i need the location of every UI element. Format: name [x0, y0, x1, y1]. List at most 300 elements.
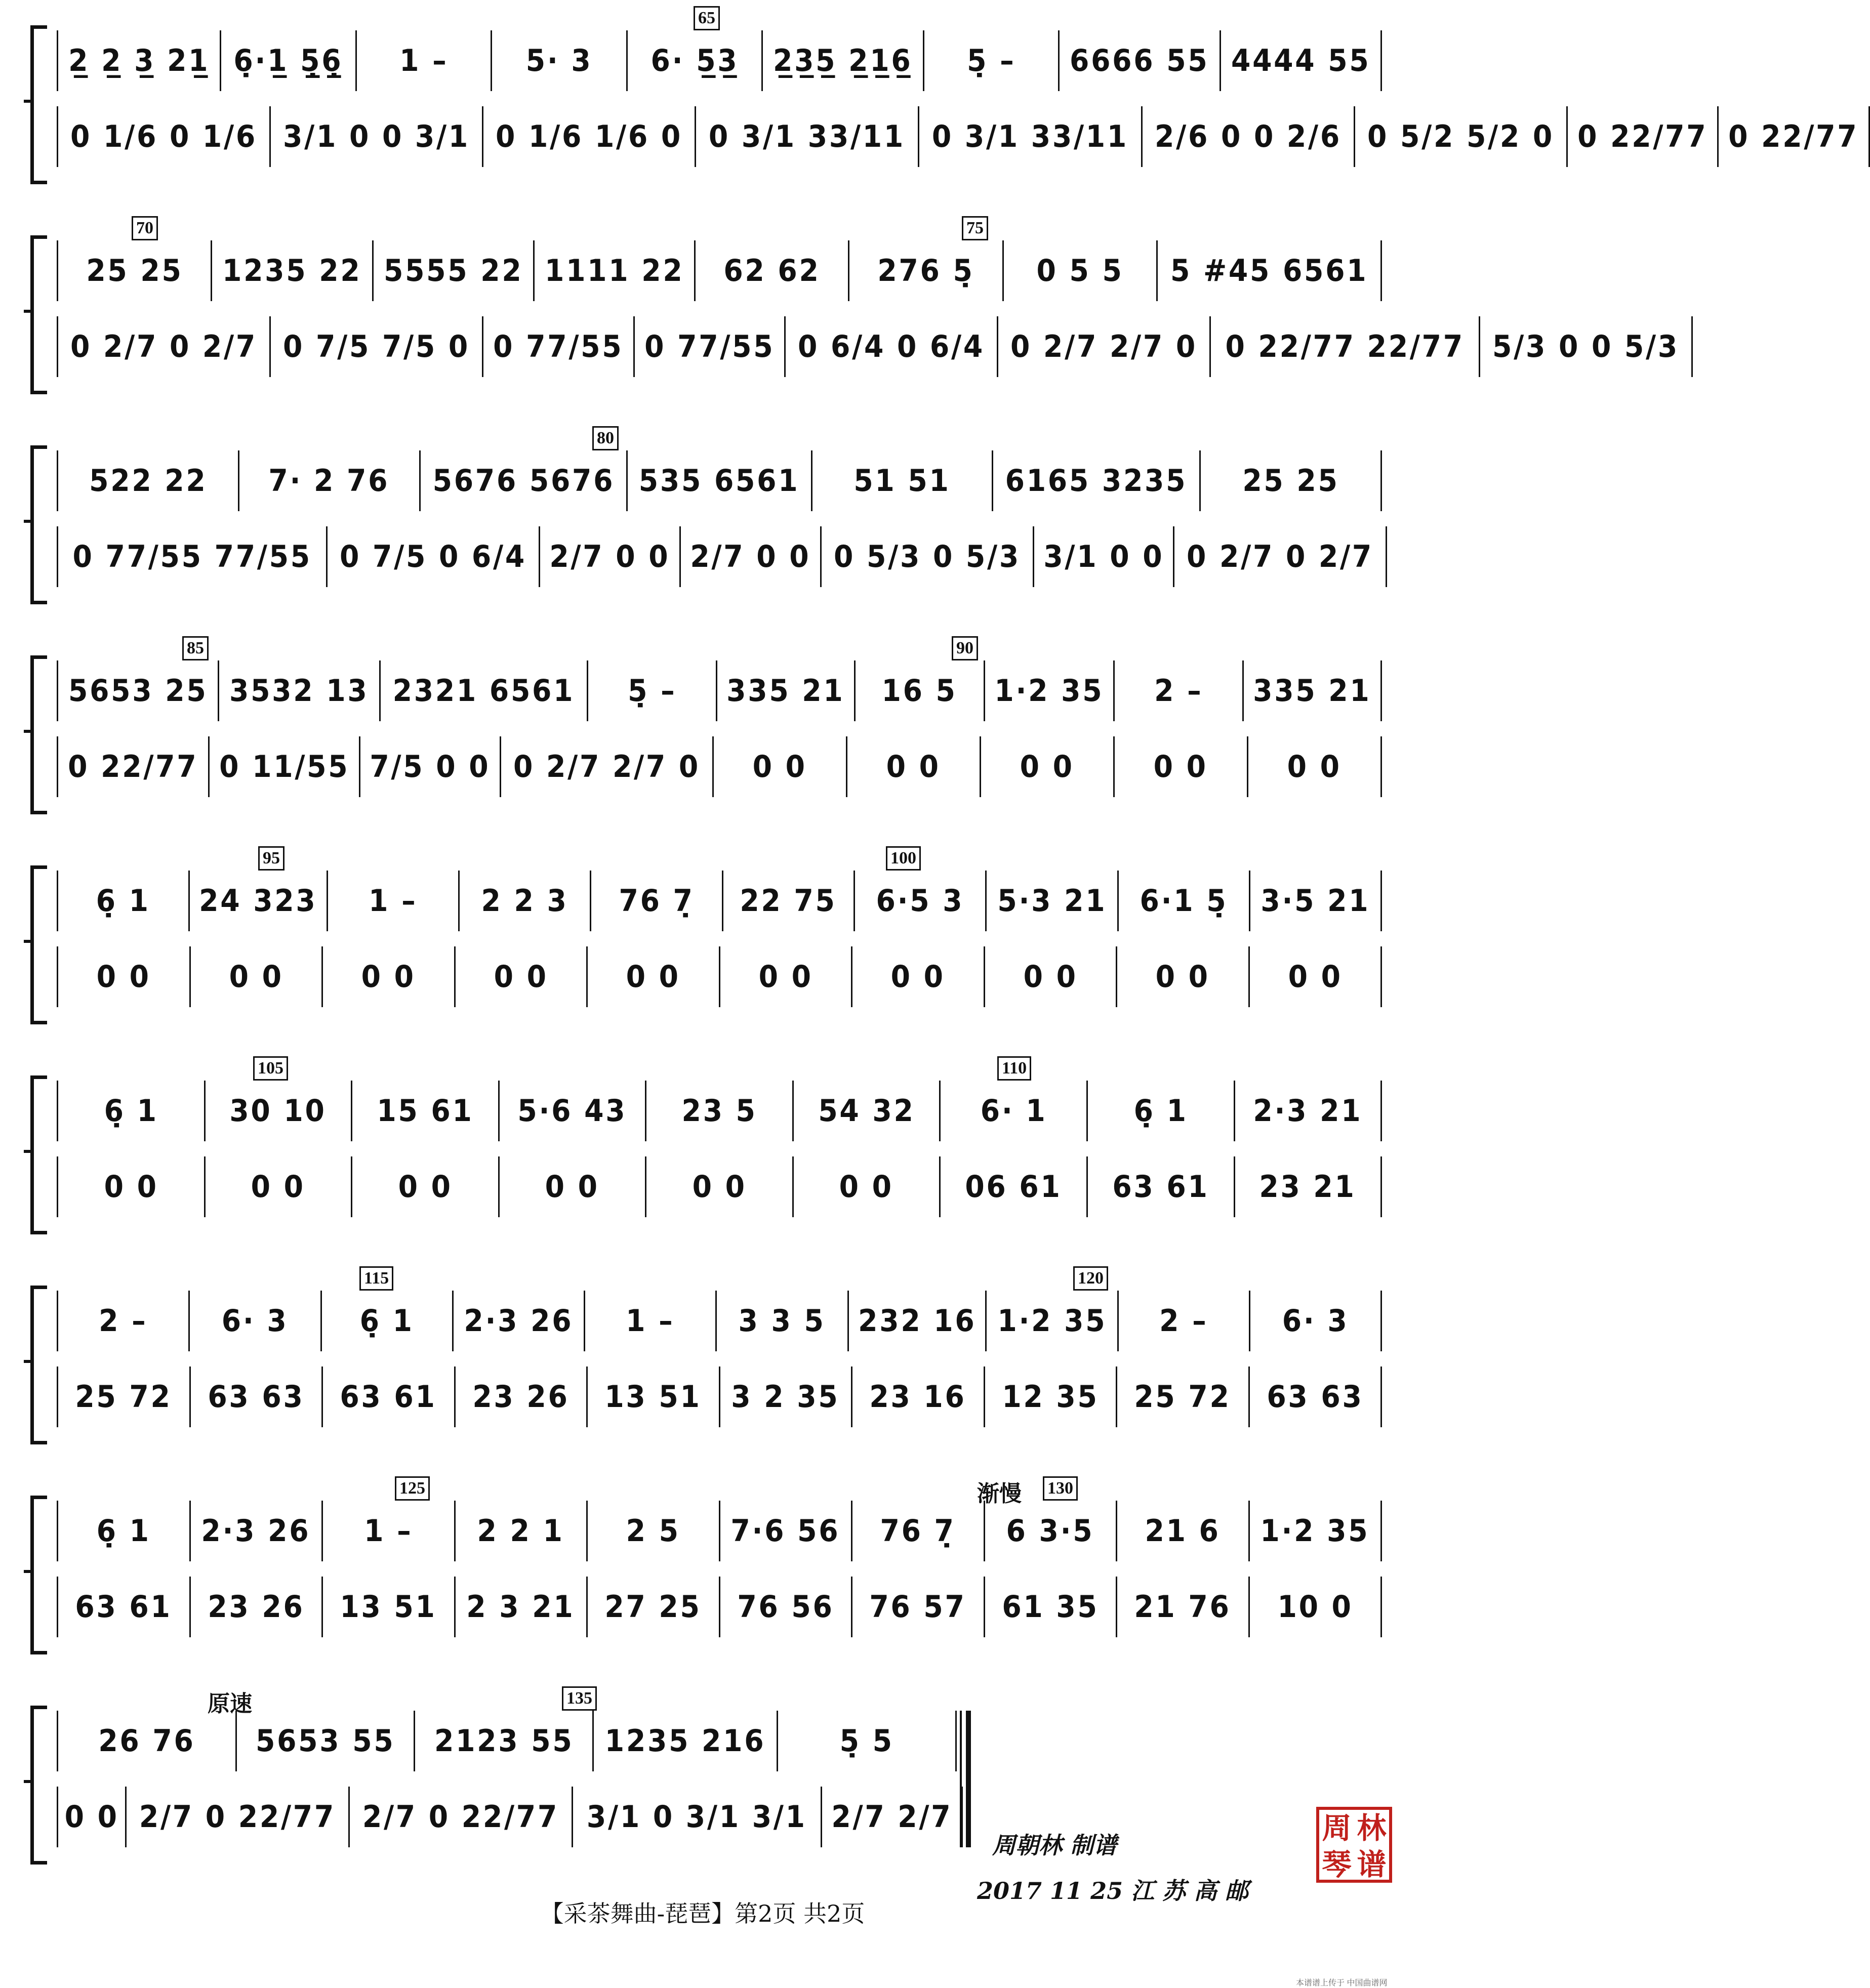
notation: 0 1/6 1/6 0 — [496, 119, 682, 154]
measure — [328, 526, 540, 587]
notation: 0 77/55 77/55 — [72, 539, 312, 574]
notation: 0 0 — [545, 1169, 600, 1205]
measure — [1355, 106, 1568, 167]
notation: 7· 2 76 — [268, 463, 390, 499]
measure-number: 90 — [952, 636, 978, 660]
staff-brace — [30, 1706, 47, 1865]
measure — [985, 1577, 1118, 1637]
measure — [924, 30, 1060, 91]
upper-staff — [57, 1711, 957, 1771]
notation: 27 25 — [604, 1589, 702, 1625]
notation: 2/7 0 0 — [690, 539, 811, 574]
measure — [483, 316, 635, 377]
measure — [635, 316, 786, 377]
notation: 3/1 0 0 — [1043, 539, 1164, 574]
notation: 3·5 21 — [1261, 883, 1370, 919]
measure — [1250, 1366, 1383, 1427]
notation: 3/1 0 0 3/1 — [283, 119, 470, 154]
measure — [1221, 30, 1382, 91]
measure — [500, 1081, 647, 1141]
measure — [57, 1501, 191, 1561]
measure — [212, 240, 373, 301]
lower-staff — [57, 526, 1382, 587]
measure — [381, 660, 588, 721]
notation: 0 0 — [1155, 959, 1210, 995]
measure — [57, 316, 271, 377]
measure — [993, 450, 1201, 511]
notation: 0 0 — [886, 749, 941, 784]
notation: 6· 1 — [980, 1093, 1047, 1129]
measure — [271, 316, 483, 377]
upper-staff — [57, 1291, 1382, 1351]
measure-number: 85 — [182, 636, 209, 660]
red-seal-stamp — [1316, 1807, 1392, 1883]
measure-number: 130 — [1043, 1476, 1078, 1501]
notation: 25 72 — [1134, 1379, 1231, 1415]
measure — [57, 1156, 206, 1217]
notation: 6·5 3 — [876, 883, 964, 919]
notation: 3 3 5 — [738, 1303, 826, 1339]
notation: 0 7/5 7/5 0 — [283, 329, 470, 364]
notation: 06 61 — [965, 1169, 1062, 1205]
measure — [1480, 316, 1693, 377]
notation: 24 323 — [199, 883, 317, 919]
notation: 1 – — [364, 1513, 413, 1549]
measure — [786, 316, 998, 377]
measure — [1250, 946, 1383, 1007]
measure — [794, 1156, 941, 1217]
notation: 23 16 — [869, 1379, 966, 1415]
notation: 2·3 26 — [464, 1303, 574, 1339]
measure — [323, 1501, 456, 1561]
upper-staff — [57, 660, 1382, 721]
measure — [720, 946, 853, 1007]
notation: 0 5/2 5/2 0 — [1367, 119, 1554, 154]
notation: 0 22/77 — [1577, 119, 1708, 154]
measure — [1143, 106, 1355, 167]
measure — [919, 106, 1143, 167]
page-footer-title: 【采茶舞曲-琵琶】第2页 共2页 — [540, 1900, 865, 1927]
notation: 25 25 — [1242, 463, 1339, 499]
measure — [985, 660, 1115, 721]
system-3 — [30, 429, 1382, 607]
measure — [237, 1711, 416, 1771]
notation: 0 77/55 — [493, 329, 624, 364]
notation: 0 22/77 22/77 — [1225, 329, 1465, 364]
measure — [540, 526, 681, 587]
lower-staff — [57, 1577, 1382, 1637]
notation: 51 51 — [853, 463, 951, 499]
measure — [1250, 1577, 1383, 1637]
upper-staff — [57, 240, 1382, 301]
upper-staff — [57, 30, 1382, 91]
notation: 7/5 0 0 — [370, 749, 491, 784]
notation: 6̣ 1 — [96, 883, 151, 919]
measure — [57, 736, 210, 797]
measure — [778, 1711, 957, 1771]
measure — [456, 1577, 588, 1637]
notation: 1·2 35 — [997, 1303, 1107, 1339]
measure — [1088, 1156, 1235, 1217]
lower-staff — [57, 1787, 957, 1847]
notation: 21 76 — [1134, 1589, 1231, 1625]
notation: 335 21 — [726, 673, 845, 709]
notation: 522 22 — [89, 463, 208, 499]
measure-number: 65 — [694, 6, 720, 30]
system-9 — [30, 1689, 977, 1868]
measure — [1250, 871, 1382, 931]
notation: 1·2 35 — [994, 673, 1104, 709]
notation: 5555 22 — [383, 253, 523, 288]
notation: 5 #45 6561 — [1170, 253, 1368, 288]
notation: 0 0 — [361, 959, 416, 995]
measure — [1568, 106, 1719, 167]
system-4 — [30, 639, 1382, 817]
measure — [191, 946, 323, 1007]
notation: 15 61 — [377, 1093, 474, 1129]
measure — [454, 1291, 585, 1351]
notation: 25 25 — [86, 253, 183, 288]
staff-brace — [30, 235, 47, 394]
notation: 2/7 0 0 — [549, 539, 670, 574]
measure — [594, 1711, 778, 1771]
notation: 2/7 0 22/77 — [139, 1799, 336, 1835]
lower-staff — [57, 736, 1382, 797]
notation: 2 5 — [626, 1513, 680, 1549]
notation: 2 2 3 — [481, 883, 568, 919]
notation: 6̣ 1 — [96, 1513, 151, 1549]
measure — [852, 1501, 985, 1561]
notation: 6· 3 — [222, 1303, 289, 1339]
notation: 1 – — [626, 1303, 675, 1339]
notation: 23 26 — [472, 1379, 570, 1415]
notation: 0 0 — [494, 959, 548, 995]
seal-char: 林 — [1357, 1811, 1387, 1845]
measure — [500, 1156, 647, 1217]
measure — [717, 1291, 848, 1351]
notation: 6̣ 1 — [104, 1093, 158, 1129]
notation: 0 77/55 — [644, 329, 775, 364]
measure — [588, 1577, 720, 1637]
notation: 63 61 — [75, 1589, 172, 1625]
measure — [352, 1156, 500, 1217]
system-1 — [30, 9, 1859, 187]
measure — [323, 1577, 456, 1637]
measure — [1117, 1577, 1250, 1637]
measure-number: 75 — [962, 216, 988, 240]
measure — [763, 30, 924, 91]
lower-staff — [57, 106, 1859, 167]
notation: 2·3 21 — [1253, 1093, 1363, 1129]
notation: 0 0 — [1288, 959, 1343, 995]
notation: 0 0 — [752, 749, 807, 784]
notation: 0 5 5 — [1036, 253, 1124, 288]
notation: 63 63 — [208, 1379, 305, 1415]
notation: 76 7̣ — [880, 1513, 956, 1549]
notation: 63 61 — [1112, 1169, 1209, 1205]
notation: 76 7̣ — [619, 883, 695, 919]
measure — [57, 1081, 206, 1141]
notation: 76 57 — [869, 1589, 966, 1625]
measure — [190, 1291, 321, 1351]
measure — [1088, 1081, 1235, 1141]
system-8 — [30, 1479, 1382, 1658]
measure — [421, 450, 628, 511]
notation: 335 21 — [1253, 673, 1371, 709]
measure — [501, 736, 714, 797]
notation: 0 0 — [96, 959, 151, 995]
notation: 0 3/1 33/11 — [931, 119, 1128, 154]
measure — [849, 1291, 987, 1351]
measure-number: 100 — [886, 846, 921, 871]
measure — [57, 240, 212, 301]
notation: 0 22/77 — [68, 749, 198, 784]
measure — [483, 106, 696, 167]
measure — [57, 1711, 237, 1771]
notation: 2/7 2/7 — [831, 1799, 953, 1835]
measure — [588, 1366, 720, 1427]
measure — [1248, 736, 1382, 797]
system-7 — [30, 1269, 1382, 1447]
notation: 0 0 — [1287, 749, 1342, 784]
seal-char: 谱 — [1357, 1847, 1387, 1882]
measure — [855, 871, 987, 931]
measure — [57, 1787, 127, 1847]
notation: 2·3 26 — [201, 1513, 311, 1549]
notation: 16 5 — [881, 673, 958, 709]
measure — [57, 30, 221, 91]
measure — [206, 1156, 353, 1217]
notation: 0 5/3 0 5/3 — [833, 539, 1021, 574]
measure — [852, 1366, 985, 1427]
measure — [1211, 316, 1480, 377]
notation: 5· 3 — [525, 43, 593, 78]
measure — [456, 946, 588, 1007]
notation: 1235 22 — [222, 253, 362, 288]
measure — [1244, 660, 1382, 721]
notation: 23 5 — [681, 1093, 757, 1129]
upper-staff — [57, 1501, 1382, 1561]
measure — [696, 240, 849, 301]
notation: 0 0 — [104, 1169, 158, 1205]
measure — [323, 946, 456, 1007]
measure — [1119, 871, 1250, 931]
measure — [535, 240, 696, 301]
measure — [1174, 526, 1387, 587]
notation: 13 51 — [604, 1379, 702, 1415]
notation: 0 3/1 33/11 — [708, 119, 905, 154]
notation: 0 0 — [626, 959, 680, 995]
measure — [794, 1081, 941, 1141]
measure — [1235, 1081, 1383, 1141]
measure — [323, 1366, 456, 1427]
notation: 5653 55 — [255, 1723, 395, 1759]
measure — [720, 1577, 853, 1637]
notation: 0 11/55 — [219, 749, 349, 784]
measure — [941, 1156, 1088, 1217]
measure — [1115, 660, 1244, 721]
notation: 276 5̣ — [877, 253, 974, 288]
measure — [191, 1577, 323, 1637]
measure — [812, 450, 994, 511]
measure — [322, 1291, 454, 1351]
upper-staff — [57, 1081, 1382, 1141]
measure — [1060, 30, 1221, 91]
notation: 0 2/7 0 2/7 — [1187, 539, 1374, 574]
notation: 0 0 — [64, 1799, 119, 1835]
measure — [1250, 1501, 1383, 1561]
measure — [415, 1711, 594, 1771]
measure — [456, 1366, 588, 1427]
notation: 5̣ – — [627, 673, 677, 709]
notation: 7·6 56 — [730, 1513, 840, 1549]
measure — [57, 526, 328, 587]
measure — [998, 316, 1211, 377]
measure — [57, 660, 219, 721]
notation: 54 32 — [818, 1093, 915, 1129]
staff-brace — [30, 655, 47, 814]
notation: 2 2 1 — [477, 1513, 564, 1549]
notation: 0 0 — [229, 959, 283, 995]
measure — [717, 660, 856, 721]
notation: 0 0 — [758, 959, 813, 995]
lower-staff — [57, 1366, 1382, 1427]
notation: 0 0 — [1023, 959, 1078, 995]
notation: 63 63 — [1267, 1379, 1364, 1415]
notation: 0 7/5 0 6/4 — [340, 539, 527, 574]
staff-brace — [30, 865, 47, 1024]
measure — [720, 1366, 853, 1427]
measure — [492, 30, 627, 91]
upper-staff — [57, 871, 1382, 931]
notation: 232 16 — [858, 1303, 977, 1339]
notation: 1·2 35 — [1260, 1513, 1370, 1549]
measure — [1250, 1291, 1382, 1351]
measure — [985, 946, 1118, 1007]
lower-staff — [57, 316, 1680, 377]
notation: 2 – — [1154, 673, 1203, 709]
measure — [221, 30, 356, 91]
measure-number: 120 — [1073, 1266, 1108, 1291]
measure — [357, 30, 492, 91]
measure — [57, 871, 190, 931]
measure — [191, 1366, 323, 1427]
notation: 535 6561 — [639, 463, 800, 499]
measure — [57, 1366, 191, 1427]
measure — [191, 1501, 323, 1561]
staff-brace — [30, 25, 47, 184]
measure — [588, 946, 720, 1007]
notation: 62 62 — [723, 253, 821, 288]
measure — [822, 526, 1034, 587]
notation: 0 0 — [251, 1169, 305, 1205]
measure — [57, 1577, 191, 1637]
notation: 26 76 — [98, 1723, 195, 1759]
notation: 22 75 — [740, 883, 837, 919]
measure — [1004, 240, 1158, 301]
measure — [822, 1787, 963, 1847]
notation: 5̣ 5 — [839, 1723, 894, 1759]
measure-number: 135 — [562, 1686, 597, 1711]
measure — [720, 1501, 853, 1561]
measure-number: 110 — [997, 1056, 1031, 1081]
measure — [127, 1787, 350, 1847]
notation: 0 0 — [1020, 749, 1074, 784]
measure — [271, 106, 483, 167]
notation: 6 3·5 — [1006, 1513, 1094, 1549]
measure — [696, 106, 919, 167]
notation: 0 2/7 2/7 0 — [1010, 329, 1197, 364]
system-2 — [30, 219, 1680, 397]
notation: 21 6 — [1145, 1513, 1221, 1549]
notation: 2 3 21 — [466, 1589, 575, 1625]
measure — [941, 1081, 1088, 1141]
notation: 3/1 0 3/1 3/1 — [586, 1799, 807, 1835]
measure — [856, 660, 985, 721]
measure — [628, 450, 812, 511]
notation: 3 2 35 — [731, 1379, 840, 1415]
notation: 13 51 — [340, 1589, 437, 1625]
notation: 6165 3235 — [1005, 463, 1188, 499]
notation: 1235 216 — [604, 1723, 766, 1759]
notation: 0 2/7 2/7 0 — [513, 749, 700, 784]
measure-number: 125 — [395, 1476, 430, 1501]
measure — [1235, 1156, 1383, 1217]
measure — [573, 1787, 822, 1847]
lower-staff — [57, 1156, 1382, 1217]
tempo-marking-rit: 渐慢 — [977, 1481, 1022, 1507]
measure — [57, 946, 191, 1007]
measure — [206, 1081, 353, 1141]
notation: 2 – — [1159, 1303, 1208, 1339]
notation: 23 26 — [208, 1589, 305, 1625]
notation: 4444 55 — [1231, 43, 1371, 78]
site-watermark: 本谱谱上传于 中国曲谱网 — [1296, 1979, 1388, 1987]
notation: 5653 25 — [68, 673, 208, 709]
measure — [1115, 736, 1248, 797]
measure — [723, 871, 855, 931]
notation: 6̣ 1 — [1133, 1093, 1188, 1129]
measure — [210, 736, 361, 797]
staff-brace — [30, 1496, 47, 1654]
staff-brace — [30, 1075, 47, 1234]
notation: 5̣ – — [966, 43, 1016, 78]
notation: 12 35 — [1002, 1379, 1099, 1415]
notation: 0 22/77 — [1728, 119, 1859, 154]
measure — [239, 450, 421, 511]
notation: 5/3 0 0 5/3 — [1492, 329, 1680, 364]
measure-number: 80 — [592, 426, 619, 450]
staff-brace — [30, 1286, 47, 1444]
notation: 6̣·1̲ 5̣̲6̣̲ — [233, 43, 343, 78]
measure — [360, 736, 501, 797]
notation: 6̣ 1 — [359, 1303, 414, 1339]
measure — [352, 1081, 500, 1141]
notation: 0 0 — [692, 1169, 747, 1205]
measure — [852, 946, 985, 1007]
measure — [847, 736, 981, 797]
measure — [456, 1501, 588, 1561]
final-barline — [960, 1711, 971, 1847]
notation: 2̲ 2̲ 3̲ 21̲ — [68, 43, 210, 78]
notation: 2321 6561 — [392, 673, 575, 709]
measure — [852, 1577, 985, 1637]
measure — [1117, 1366, 1250, 1427]
measure — [1119, 1291, 1250, 1351]
tempo-marking-a-tempo: 原速 — [208, 1691, 252, 1717]
measure — [985, 1366, 1118, 1427]
notation: 2 – — [99, 1303, 148, 1339]
